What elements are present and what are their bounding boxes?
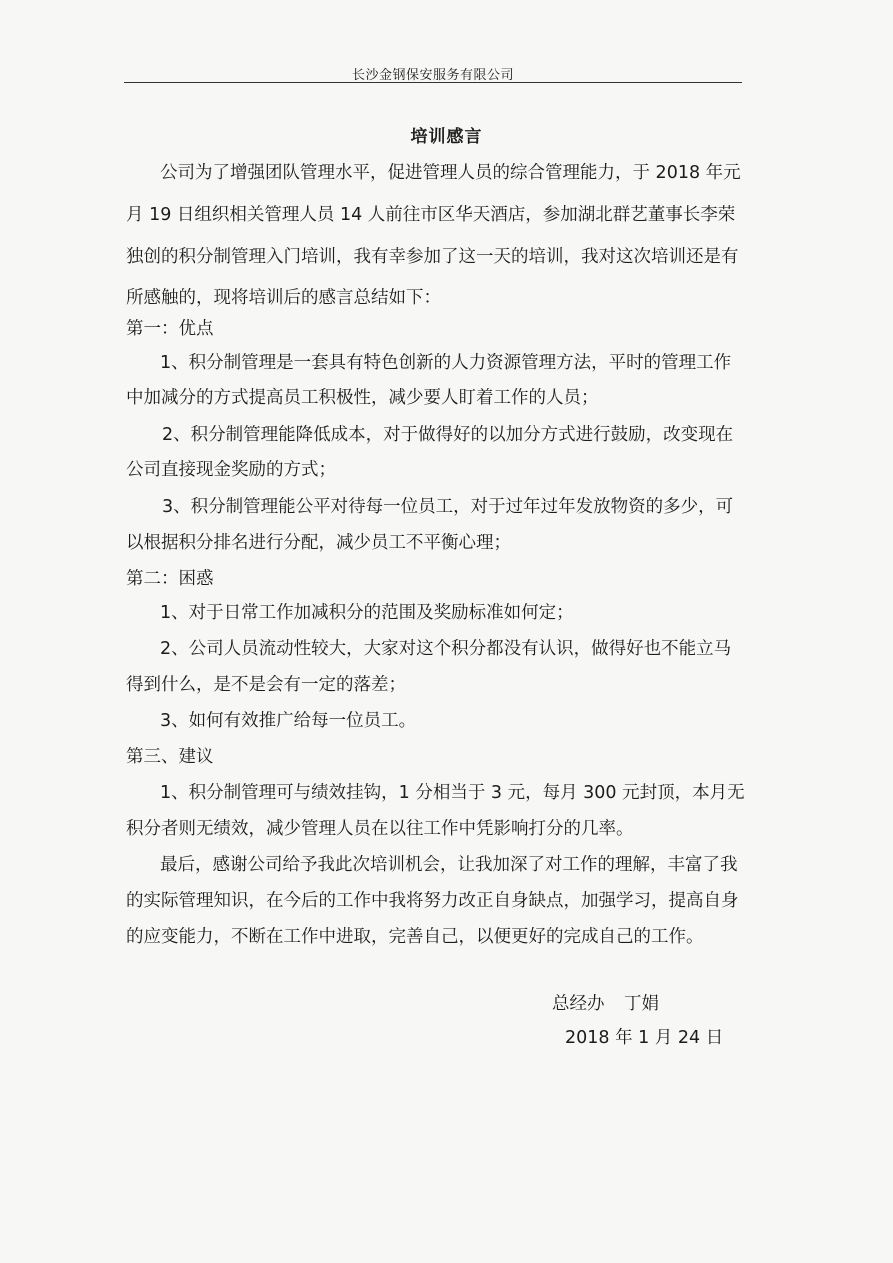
paragraph-line: 1、积分制管理是一套具有特色创新的人力资源管理方法，平时的管理工作 <box>160 353 732 373</box>
paragraph-line: 积分者则无绩效，减少管理人员在以往工作中凭影响打分的几率。 <box>126 819 634 839</box>
section-heading: 第一：优点 <box>126 319 214 339</box>
paragraph-line: 1、对于日常工作加减积分的范围及奖励标准如何定； <box>160 603 574 623</box>
paragraph-line: 最后，感谢公司给予我此次培训机会，让我加深了对工作的理解，丰富了我 <box>160 855 738 875</box>
paragraph-line: 以根据积分排名进行分配，减少员工不平衡心理； <box>126 533 511 553</box>
signature-date: 2018 年 1 月 24 日 <box>565 1028 724 1048</box>
paragraph-line: 1、积分制管理可与绩效挂钩，1 分相当于 3 元，每月 300 元封顶，本月无 <box>160 783 745 803</box>
paragraph-line: 得到什么，是不是会有一定的落差； <box>126 675 406 695</box>
paragraph-line: 公司直接现金奖励的方式； <box>126 460 336 480</box>
document-title: 培训感言 <box>410 127 483 147</box>
section-heading: 第二：困惑 <box>126 569 214 589</box>
signature-department: 总经办 <box>552 994 605 1014</box>
paragraph-line: 月 19 日组织相关管理人员 14 人前往市区华天酒店，参加湖北群艺董事长李荣 <box>126 205 736 225</box>
paragraph-line: 独创的积分制管理入门培训，我有幸参加了这一天的培训，我对这次培训还是有 <box>126 247 739 267</box>
paragraph-line: 的实际管理知识，在今后的工作中我将努力改正自身缺点，加强学习，提高自身 <box>126 891 739 911</box>
letterhead <box>124 60 742 83</box>
company-name: 长沙金钢保安服务有限公司 <box>351 68 514 83</box>
paragraph-line: 2、公司人员流动性较大，大家对这个积分都没有认识，做得好也不能立马 <box>160 639 732 659</box>
signature-name: 丁娟 <box>624 994 659 1014</box>
section-heading: 第三、建议 <box>126 747 214 767</box>
paragraph-line: 3、积分制管理能公平对待每一位员工，对于过年过年发放物资的多少，可 <box>162 497 734 517</box>
paragraph-line: 中加减分的方式提高员工积极性，减少要人盯着工作的人员； <box>126 388 599 408</box>
paragraph-line: 的应变能力，不断在工作中进取，完善自己，以便更好的完成自己的工作。 <box>126 927 704 947</box>
paragraph-line: 公司为了增强团队管理水平，促进管理人员的综合管理能力，于 2018 年元 <box>160 163 741 183</box>
paragraph-line: 3、如何有效推广给每一位员工。 <box>160 711 417 731</box>
paragraph-line: 2、积分制管理能降低成本，对于做得好的以加分方式进行鼓励，改变现在 <box>162 425 734 445</box>
paragraph-line: 所感触的，现将培训后的感言总结如下： <box>126 288 441 308</box>
